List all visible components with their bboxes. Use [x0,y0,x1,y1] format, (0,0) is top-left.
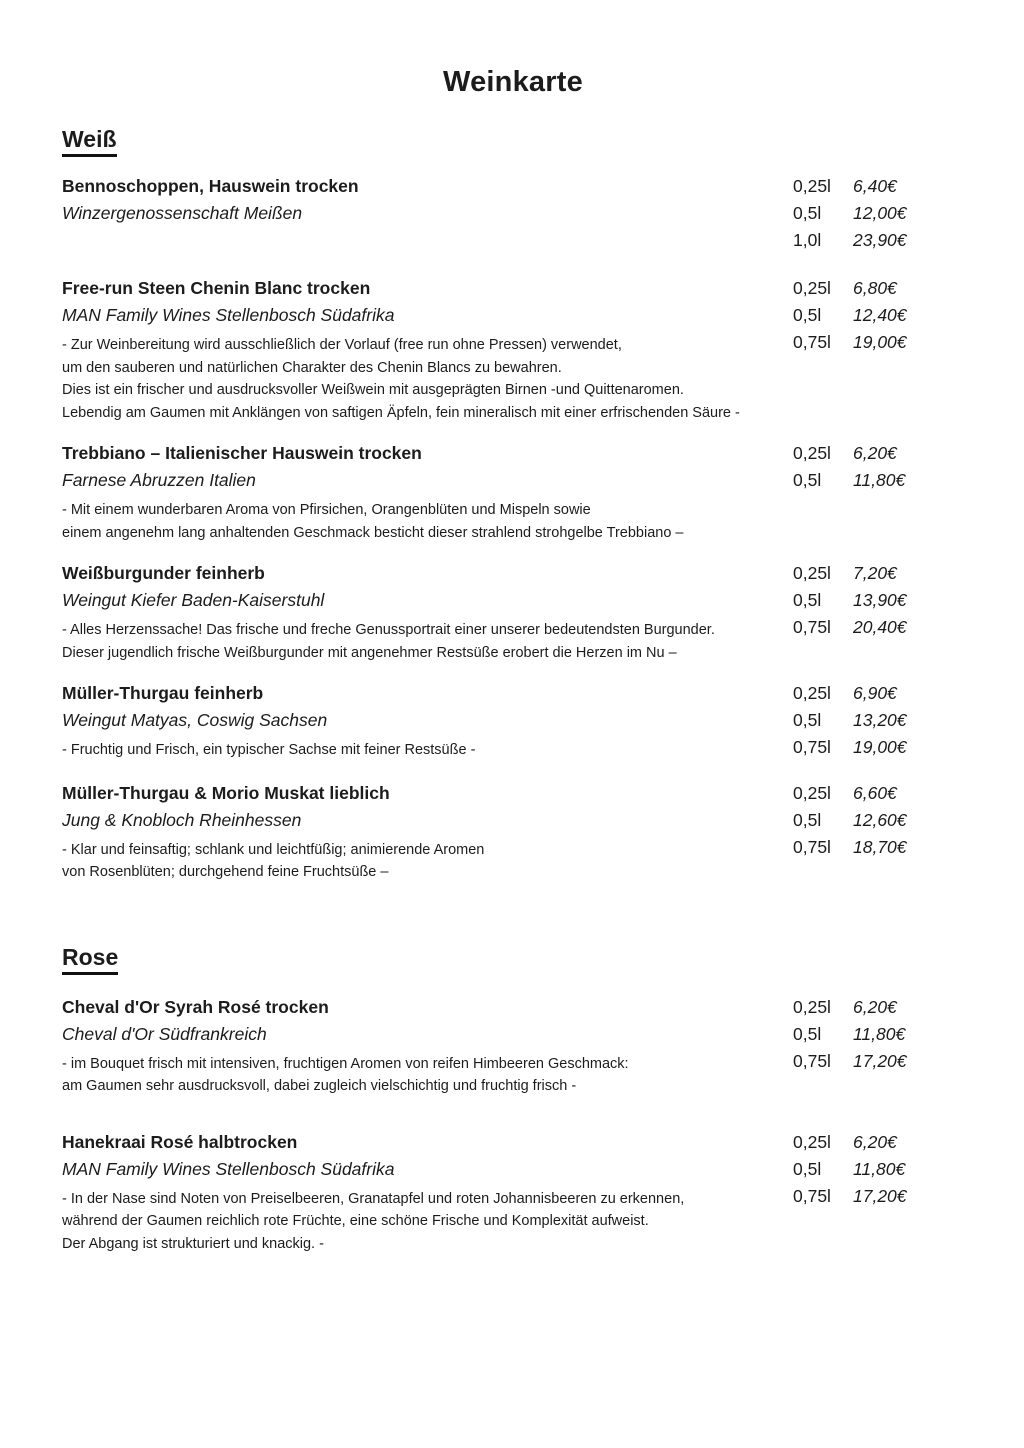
size-value: 0,75l [793,332,831,352]
size-value: 0,5l [793,203,822,223]
price-value: 12,00€ [853,203,907,223]
description-line: einem angenehm lang anhaltenden Geschmack besticht dieser strahlend strohgelbe Trebbiano – [62,524,684,541]
price-column [793,560,907,641]
wine-entry-weissburgunder [62,560,964,664]
price-row [793,994,907,1021]
price-row [793,329,907,356]
wine-entry-cheval-dor [62,994,964,1098]
price-column [793,440,905,494]
description-line: - Klar und feinsaftig; schlank und leichtfüßig; animierende Aromen [62,841,485,858]
wine-name: Cheval d'Or Syrah Rosé trocken [62,996,329,1017]
price-value: 7,20€ [853,563,897,583]
price-row [793,734,907,761]
size-value: 0,5l [793,1023,822,1044]
price-value: 19,00€ [853,737,907,757]
size-value: 0,75l [793,1185,831,1206]
wine-entry-trebbiano [62,440,964,544]
price-row [793,275,907,302]
price-value: 17,20€ [853,1050,907,1071]
price-value: 11,80€ [853,1158,906,1179]
price-row [793,200,907,227]
description-line: - Alles Herzenssache! Das frische und freche Genussportrait einer unserer bedeutendsten Burgunder. [62,622,715,638]
price-value: 19,00€ [853,332,907,352]
size-value: 0,25l [793,278,831,298]
description-line: Dies ist ein frischer und ausdrucksvoller Weißwein mit ausgeprägten Birnen -und Quittenaromen. [62,382,684,398]
wine-producer: MAN Family Wines Stellenbosch Südafrika [62,305,395,325]
price-row [793,1048,907,1075]
description-line: Der Abgang ist strukturiert und knackig. - [62,1235,324,1252]
price-value: 6,20€ [853,443,897,463]
price-value: 6,40€ [853,176,897,196]
wine-name: Müller-Thurgau & Morio Muskat lieblich [62,782,390,803]
price-row [793,780,907,807]
size-value: 0,5l [793,305,822,325]
section-heading-rose: Rose [62,944,118,975]
size-value: 0,5l [793,710,822,730]
wine-producer: Weingut Matyas, Coswig Sachsen [62,710,328,730]
wine-producer: Weingut Kiefer Baden-Kaiserstuhl [62,590,325,610]
wine-entry-hanekraai [62,1129,964,1256]
wine-name: Bennoschoppen, Hauswein trocken [62,176,359,196]
wine-name: Müller-Thurgau feinherb [62,683,264,703]
size-value: 0,25l [793,782,831,803]
price-value: 23,90€ [853,230,907,250]
size-value: 0,25l [793,443,831,463]
price-value: 6,90€ [853,683,897,703]
wine-producer: MAN Family Wines Stellenbosch Südafrika [62,1158,395,1179]
price-column [793,275,907,356]
price-column [793,1129,907,1210]
wine-producer: Jung & Knobloch Rheinhessen [62,809,302,830]
size-value: 0,5l [793,590,822,610]
price-row [793,227,907,254]
price-row [793,707,907,734]
description-line: Lebendig am Gaumen mit Anklängen von saftigen Äpfeln, fein mineralisch mit einer erfrischenden Säure - [62,404,740,421]
size-value: 0,25l [793,996,831,1017]
size-value: 0,25l [793,1131,831,1152]
size-value: 0,5l [793,470,822,490]
section-heading-weiss: Weiß [62,126,117,157]
description-line: - Zur Weinbereitung wird ausschließlich der Vorlauf (free run ohne Pressen) verwendet, [62,337,622,353]
wine-description [62,499,964,544]
price-value: 11,80€ [853,470,906,490]
page-title: Weinkarte [443,66,583,98]
price-value: 13,90€ [853,590,907,610]
price-value: 11,80€ [853,1023,906,1044]
price-value: 6,60€ [853,782,897,803]
price-row [793,302,907,329]
size-value: 1,0l [793,230,822,250]
description-line: - In der Nase sind Noten von Preiselbeeren, Granatapfel und roten Johannisbeeren zu erkennen, [62,1190,685,1207]
size-value: 0,75l [793,617,831,637]
price-value: 17,20€ [853,1185,907,1206]
wine-name: Trebbiano – Italienischer Hauswein trocken [62,443,422,463]
wine-entry-mueller-thurgau [62,680,964,762]
wine-entry-morio-muskat [62,780,964,884]
price-row [793,560,907,587]
size-value: 0,75l [793,836,831,857]
wine-name: Weißburgunder feinherb [62,563,265,583]
price-row [793,1183,907,1210]
size-value: 0,75l [793,1050,831,1071]
price-column [793,680,907,761]
size-value: 0,75l [793,737,831,757]
wine-entry-free-run-steen [62,275,964,424]
wine-entry-bennoschoppen [62,173,964,254]
price-row [793,1156,907,1183]
description-line: Dieser jugendlich frische Weißburgunder mit angenehmer Restsüße erobert die Herzen im Nu – [62,644,677,661]
price-value: 6,20€ [853,1131,897,1152]
price-column [793,780,907,861]
wine-producer: Farnese Abruzzen Italien [62,470,256,490]
description-line: - im Bouquet frisch mit intensiven, fruchtigen Aromen von reifen Himbeeren Geschmack: [62,1055,629,1072]
section-rose [62,944,964,975]
price-value: 6,80€ [853,278,897,298]
wine-name: Hanekraai Rosé halbtrocken [62,1131,298,1152]
price-value: 20,40€ [853,617,907,637]
price-row [793,440,905,467]
price-value: 6,20€ [853,996,897,1017]
price-column [793,173,907,254]
price-row [793,587,907,614]
price-value: 12,60€ [853,809,907,830]
price-value: 12,40€ [853,305,907,325]
price-row [793,834,907,861]
wine-producer: Cheval d'Or Südfrankreich [62,1023,267,1044]
price-row [793,680,907,707]
description-line: - Mit einem wunderbaren Aroma von Pfirsichen, Orangenblüten und Mispeln sowie [62,502,591,518]
price-row [793,467,905,494]
wine-producer: Winzergenossenschaft Meißen [62,203,303,223]
section-weiss [62,126,964,157]
price-row [793,1021,907,1048]
size-value: 0,5l [793,809,822,830]
size-value: 0,5l [793,1158,822,1179]
price-value: 13,20€ [853,710,907,730]
wine-name: Free-run Steen Chenin Blanc trocken [62,278,371,298]
description-line: am Gaumen sehr ausdrucksvoll, dabei zugleich vielschichtig und fruchtig frisch - [62,1078,577,1094]
price-column [793,994,907,1075]
description-line: von Rosenblüten; durchgehend feine Fruchtsüße – [62,864,389,880]
description-line: um den sauberen und natürlichen Charakter des Chenin Blancs zu bewahren. [62,359,562,376]
price-value: 18,70€ [853,836,907,857]
size-value: 0,25l [793,683,831,703]
price-row [793,807,907,834]
description-line: - Fruchtig und Frisch, ein typischer Sachse mit feiner Restsüße - [62,742,476,758]
price-row [793,1129,907,1156]
description-line: während der Gaumen reichlich rote Früchte, eine schöne Frische und Komplexität aufweist. [62,1213,649,1229]
size-value: 0,25l [793,563,831,583]
size-value: 0,25l [793,176,831,196]
price-row [793,614,907,641]
price-row [793,173,907,200]
